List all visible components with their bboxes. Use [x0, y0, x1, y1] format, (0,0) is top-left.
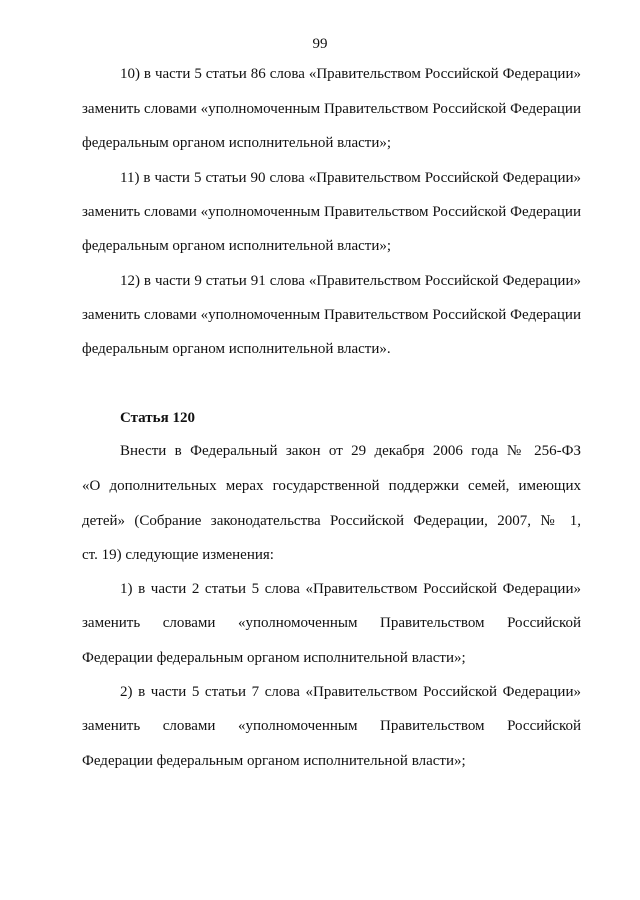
article-item-2-line-1: 2) в части 5 статьи 7 слова «Правительством Российской Федерации» — [120, 684, 581, 700]
item-11-line-3: федеральным органом исполнительной власти»; — [82, 238, 392, 254]
article-intro-line-3: детей» (Собрание законодательства Российской Федерации, 2007, № 1, — [82, 513, 581, 529]
article-item-1-line-1: 1) в части 2 статьи 5 слова «Правительством Российской Федерации» — [120, 581, 581, 597]
article-intro-line-4: ст. 19) следующие изменения: — [82, 547, 274, 563]
item-12-line-1: 12) в части 9 статьи 91 слова «Правительством Российской Федерации» — [120, 273, 581, 289]
item-11-line-1: 11) в части 5 статьи 90 слова «Правительством Российской Федерации» — [120, 170, 581, 186]
page-number: 99 — [312, 36, 328, 52]
article-item-1-line-3: Федерации федеральным органом исполнительной власти»; — [82, 650, 466, 666]
article-heading: Статья 120 — [120, 410, 195, 426]
item-10-line-3: федеральным органом исполнительной власти»; — [82, 135, 392, 151]
article-item-1-line-2: заменить словами «уполномоченным Правительством Российской — [82, 615, 581, 631]
article-intro-line-1: Внести в Федеральный закон от 29 декабря 2006 года № 256-ФЗ — [120, 443, 581, 459]
article-intro-line-2: «О дополнительных мерах государственной поддержки семей, имеющих — [82, 478, 581, 494]
item-10-line-1: 10) в части 5 статьи 86 слова «Правительством Российской Федерации» — [120, 66, 581, 82]
article-item-2-line-2: заменить словами «уполномоченным Правительством Российской — [82, 718, 581, 734]
item-11-line-2: заменить словами «уполномоченным Правительством Российской Федерации — [82, 204, 581, 220]
article-item-2-line-3: Федерации федеральным органом исполнительной власти»; — [82, 753, 466, 769]
item-10-line-2: заменить словами «уполномоченным Правительством Российской Федерации — [82, 101, 581, 117]
item-12-line-2: заменить словами «уполномоченным Правительством Российской Федерации — [82, 307, 581, 323]
item-12-line-3: федеральным органом исполнительной власти». — [82, 341, 391, 357]
